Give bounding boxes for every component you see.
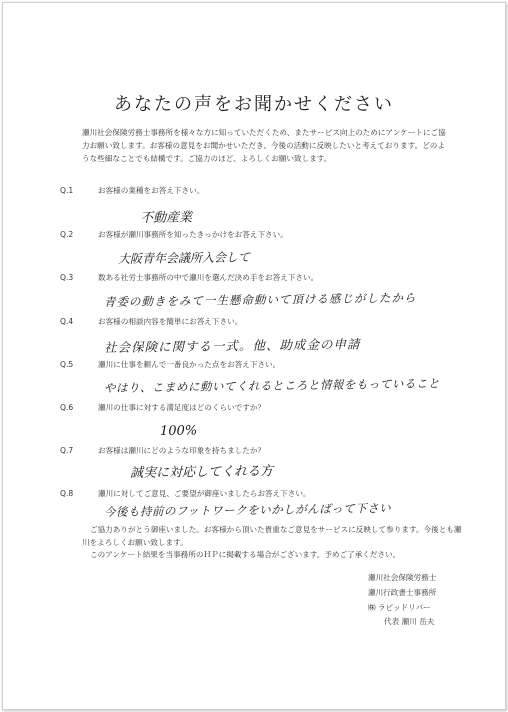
office-name-3: ㈱ ラピッドリバー (368, 603, 431, 612)
question-7 (60, 445, 265, 456)
question-number: Q.4 (60, 317, 74, 326)
answer-2: 大阪青年会議所入会して (117, 250, 251, 266)
answer-5: やはり、こまめに動いてくれるところと情報をもっていること (103, 376, 441, 395)
office-name-2: 瀬川行政書士事務所 (368, 588, 437, 597)
question-text: 瀬川に対してご意見、ご要望が御座いましたらお答え下さい。 (98, 489, 311, 498)
question-4 (60, 316, 242, 327)
representative: 代表 瀬川 岳夫 (384, 617, 435, 626)
closing-thanks: ご協力ありがとう御座いました。お客様から頂いた貴重なご意見をサービスに反映して参ります。今後とも瀬川をよろしくお願い致します。 (82, 525, 462, 547)
question-text: 数ある社労士事務所の中で瀬川を選んだ決め手をお答え下さい。 (98, 273, 319, 282)
question-number: Q.3 (60, 273, 74, 282)
question-number: Q.6 (60, 403, 74, 412)
question-number: Q.5 (60, 360, 74, 369)
question-text: お客様の業種をお答え下さい。 (98, 186, 205, 195)
question-number: Q.8 (60, 489, 74, 498)
question-text: 瀬川の仕事に対する満足度はどのくらいですか？ (98, 403, 266, 412)
answer-7: 誠実に対応してくれる方 (129, 464, 274, 481)
answer-1: 不動産業 (139, 210, 193, 226)
question-text: お客様が瀬川事務所を知ったきっかけをお答え下さい。 (98, 230, 288, 239)
question-6 (60, 402, 265, 413)
question-number: Q.2 (60, 230, 74, 239)
question-number: Q.1 (60, 186, 74, 195)
page-title: あなたの声をお聞かせください (114, 94, 394, 115)
question-number: Q.7 (60, 446, 74, 455)
question-5 (60, 359, 280, 370)
question-2 (60, 229, 288, 240)
answer-8: 今後も持前のフットワークをいかしがんばって下さい (103, 500, 392, 519)
question-3 (60, 272, 318, 283)
question-1 (60, 185, 204, 196)
question-8 (60, 488, 311, 499)
question-text: 瀬川に仕事を頼んで一番良かった点をお答え下さい。 (98, 360, 281, 369)
answer-3: 青委の動きをみて一生懸命動いて頂ける感じがしたから (103, 290, 417, 309)
answer-6: 100% (159, 423, 198, 439)
question-text: お客様の相談内容を簡単にお答え下さい。 (98, 317, 243, 326)
intro-paragraph: 瀬川社会保険労務士事務所を様々な方に知っていただくため、またサービス向上のためにアンケートにご協力お願い致します。お客様の意見をお聞かせいただき、今後の活動に反映したいと考えております。どのような些細なことでも結構です。ご協力のほど、よろしくお願い致します。 (82, 128, 446, 163)
closing-notice: このアンケート結果を当事務所のＨＰに掲載する場合がございます。予めご了承ください。 (90, 550, 401, 559)
question-text: お客様は瀬川にどのような印象を持ちましたか？ (98, 446, 266, 455)
closing-text (82, 524, 462, 562)
answer-4: 社会保険に関する一式。他、助成金の申請 (103, 336, 361, 355)
office-name-1: 瀬川社会保険労務士 (368, 573, 437, 582)
